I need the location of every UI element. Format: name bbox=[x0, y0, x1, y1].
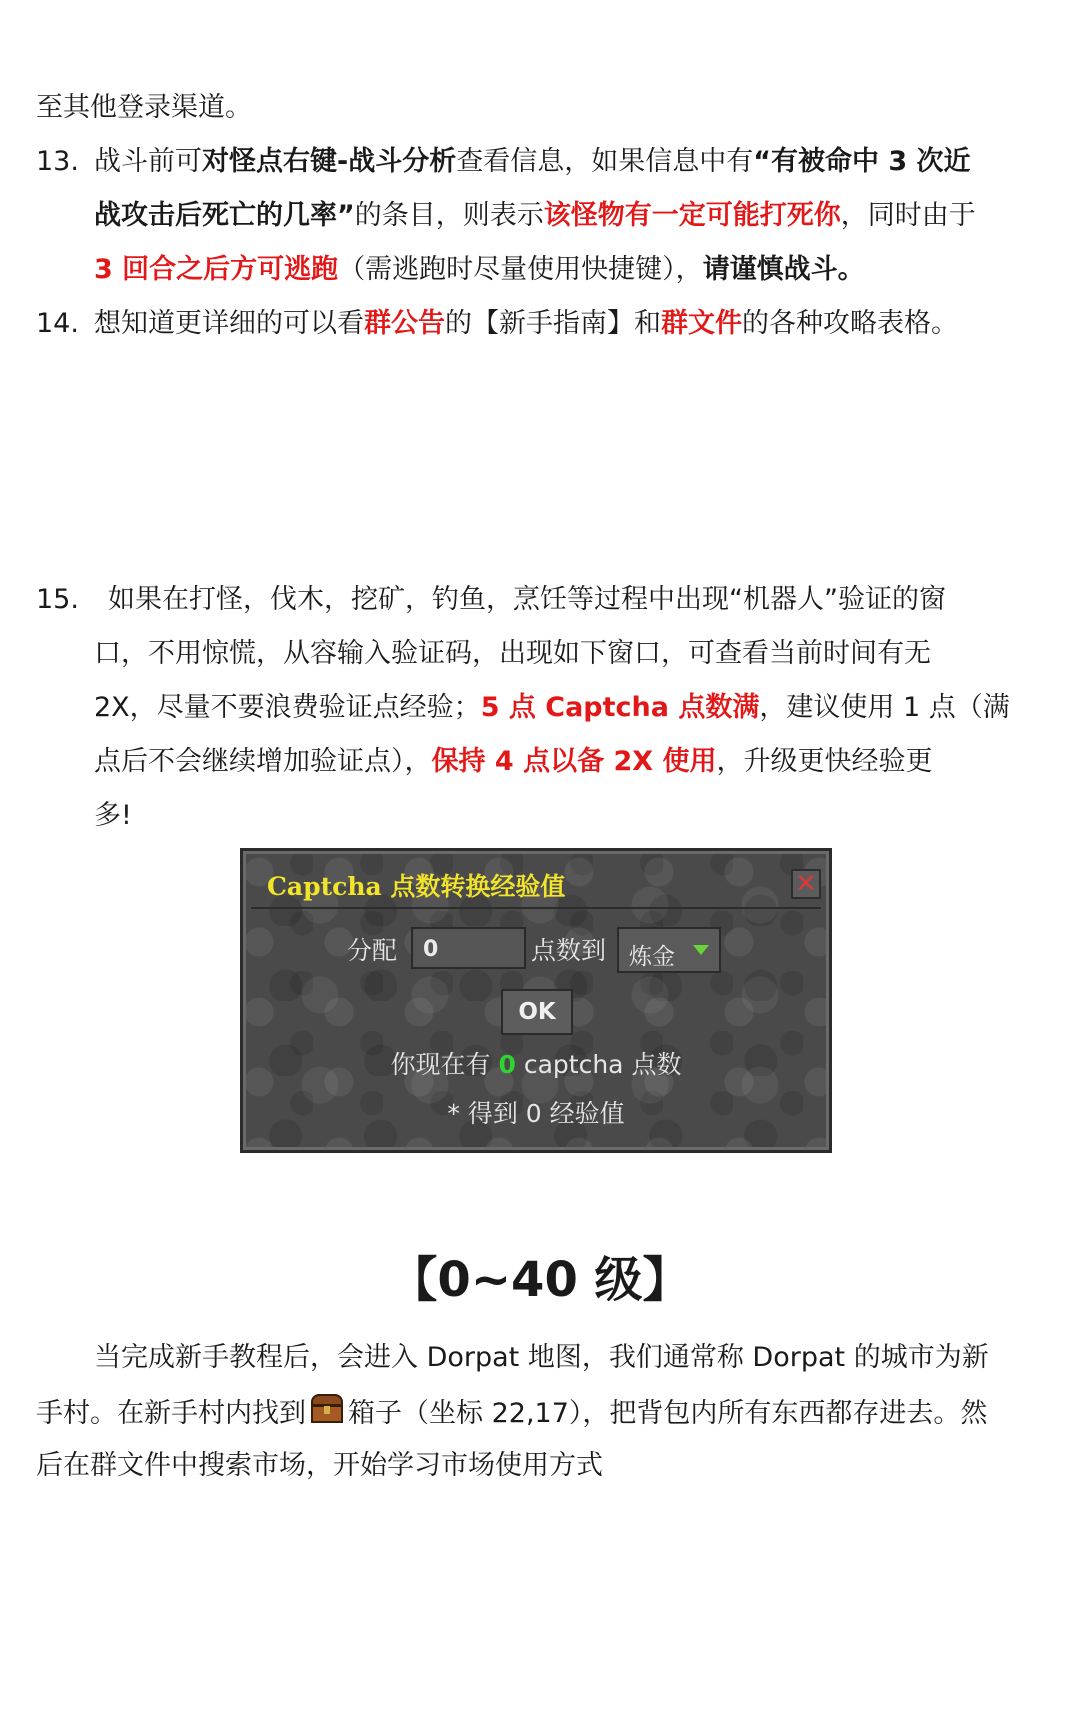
highlight-text: 该怪物有一定可能打死你 bbox=[543, 200, 841, 231]
list-number: 14. bbox=[36, 308, 79, 339]
section-paragraph-line-2: 手村。在新手村内找到 箱子（坐标 22,17），把背包内所有东西都存进去。然 bbox=[36, 1392, 987, 1434]
list-item-13-line-3: 3 回合之后方可逃跑（需逃跑时尽量使用快捷键），请谨慎战斗。 bbox=[94, 254, 865, 285]
highlight-text: 3 回合之后方可逃跑 bbox=[94, 254, 339, 285]
highlight-text: 保持 4 点以备 2X 使用 bbox=[431, 746, 717, 777]
points-to-label: 点数到 bbox=[531, 936, 607, 965]
list-item-15-line-4: 点后不会继续增加验证点），保持 4 点以备 2X 使用，升级更快经验更 bbox=[94, 746, 933, 777]
section-paragraph-line-1: 当完成新手教程后，会进入 Dorpat 地图，我们通常称 Dorpat 的城市为新 bbox=[94, 1342, 989, 1373]
chevron-down-icon bbox=[693, 945, 709, 955]
allocate-row bbox=[243, 923, 829, 973]
list-item-15-line-2: 口，不用惊慌，从容输入验证码，出现如下窗口，可查看当前时间有无 bbox=[94, 638, 931, 669]
experience-result: * 得到 0 经验值 bbox=[447, 1099, 625, 1128]
list-item-15-line-3: 2X，尽量不要浪费验证点经验；5 点 Captcha 点数满，建议使用 1 点（满 bbox=[94, 692, 1010, 723]
bold-quote: 战攻击后死亡的几率” bbox=[94, 200, 355, 231]
list-item-15-line-1: 15. 如果在打怪，伐木，挖矿，钓鱼，烹饪等过程中出现“机器人”验证的窗 bbox=[36, 580, 946, 620]
highlight-text: 群公告 bbox=[364, 308, 445, 339]
dialog-title: Captcha 点数转换经验值 bbox=[267, 872, 566, 901]
skill-select[interactable] bbox=[617, 927, 721, 973]
highlight-text: 5 点 Captcha 点数满 bbox=[480, 692, 760, 723]
list-item-13-line-2: 战攻击后死亡的几率”的条目，则表示该怪物有一定可能打死你，同时由于 bbox=[94, 200, 976, 231]
section-heading: 【0~40 级】 bbox=[389, 1252, 691, 1308]
close-icon[interactable]: ✕ bbox=[791, 869, 821, 899]
section-paragraph-line-3: 后在群文件中搜索市场，开始学习市场使用方式 bbox=[36, 1450, 603, 1481]
list-number: 15. bbox=[36, 584, 79, 615]
list-item-13-line-1: 13. 战斗前可对怪点右键-战斗分析查看信息，如果信息中有“有被命中 3 次近 bbox=[36, 142, 971, 182]
bold-quote: “有被命中 3 次近 bbox=[753, 146, 971, 177]
captcha-dialog bbox=[240, 848, 832, 1153]
list-number: 13. bbox=[36, 146, 79, 177]
skill-selected-value: 炼金 bbox=[629, 944, 675, 970]
allocate-label: 分配 bbox=[347, 936, 398, 965]
list-item-14: 14. 想知道更详细的可以看群公告的【新手指南】和群文件的各种攻略表格。 bbox=[36, 304, 958, 344]
ok-button[interactable]: OK bbox=[501, 989, 573, 1035]
captcha-count: 0 bbox=[498, 1050, 516, 1079]
highlight-text: 群文件 bbox=[661, 308, 742, 339]
treasure-chest-icon bbox=[308, 1392, 346, 1426]
allocate-points-input[interactable]: 0 bbox=[411, 927, 526, 969]
captcha-points-status: 你现在有 0 captcha 点数 bbox=[390, 1050, 682, 1079]
list-item-15-line-5: 多! bbox=[94, 800, 132, 831]
dialog-title-bar bbox=[251, 857, 821, 909]
paragraph-tail: 至其他登录渠道。 bbox=[36, 92, 252, 123]
bold-text: 对怪点右键-战斗分析 bbox=[202, 146, 457, 177]
